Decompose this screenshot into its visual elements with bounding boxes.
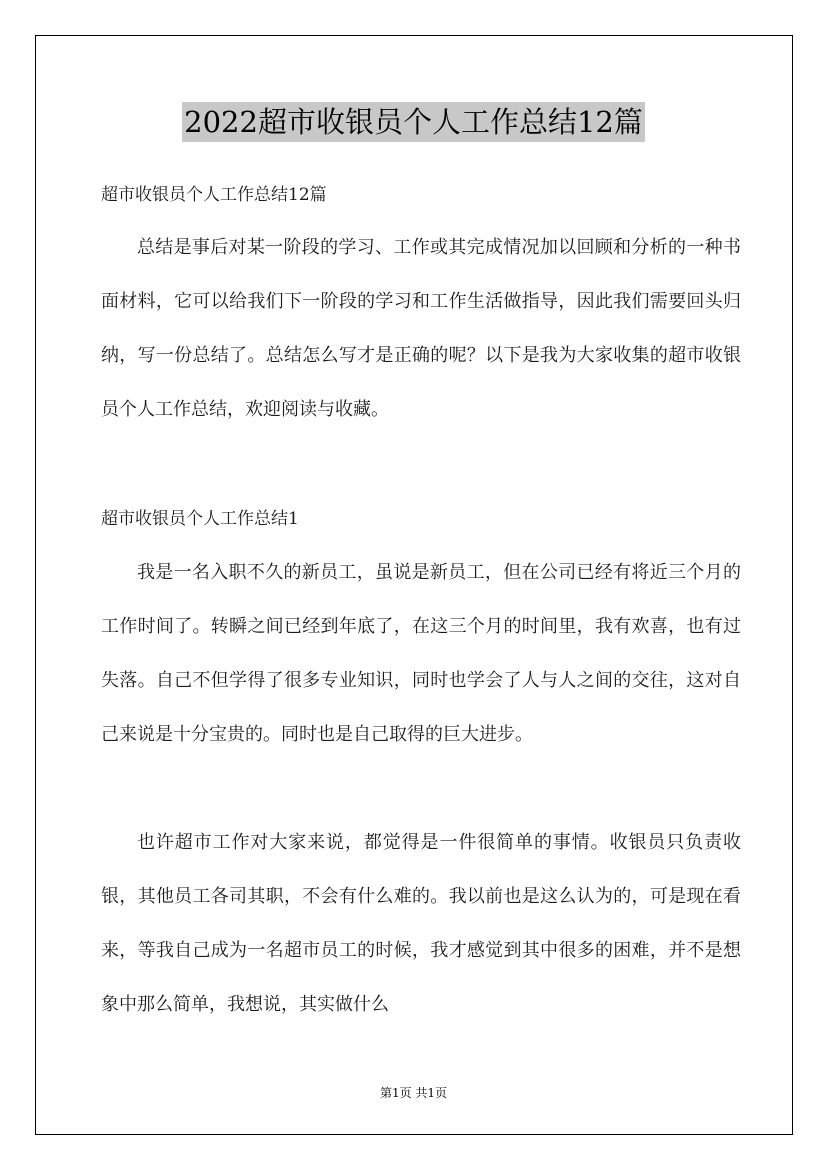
document-title: 2022超市收银员个人工作总结12篇 — [182, 102, 645, 142]
body-paragraph-1: 我是一名入职不久的新员工，虽说是新员工，但在公司已经有将近三个月的工作时间了。转瞬之间已经到年底了，在这三个月的时间里，我有欢喜，也有过失落。自己不但学得了很多专业知识，同时也学会了人与人之间的交往，这对自己来说是十分宝贵的。同时也是自己取得的巨大进步。 — [101, 562, 741, 745]
page-footer: 第1页 共1页 — [379, 1086, 448, 1100]
intro-paragraph: 总结是事后对某一阶段的学习、工作或其完成情况加以回顾和分析的一种书面材料，它可以给我们下一阶段的学习和工作生活做指导，因此我们需要回头归纳，写一份总结了。总结怎么写才是正确的呢？以下是我为大家收集的超市收银员个人工作总结，欢迎阅读与收藏。 — [101, 237, 741, 420]
section-heading: 超市收银员个人工作总结1 — [101, 509, 299, 529]
title-container — [0, 102, 827, 142]
body-paragraph-2: 也许超市工作对大家来说，都觉得是一件很简单的事情。收银员只负责收银，其他员工各司其职，不会有什么难的。我以前也是这么认为的，可是现在看来，等我自己成为一名超市员工的时候，我才感觉到其中很多的困难，并不是想象中那么简单，我想说，其实做什么 — [101, 832, 741, 1015]
document-subtitle: 超市收银员个人工作总结12篇 — [101, 185, 327, 205]
